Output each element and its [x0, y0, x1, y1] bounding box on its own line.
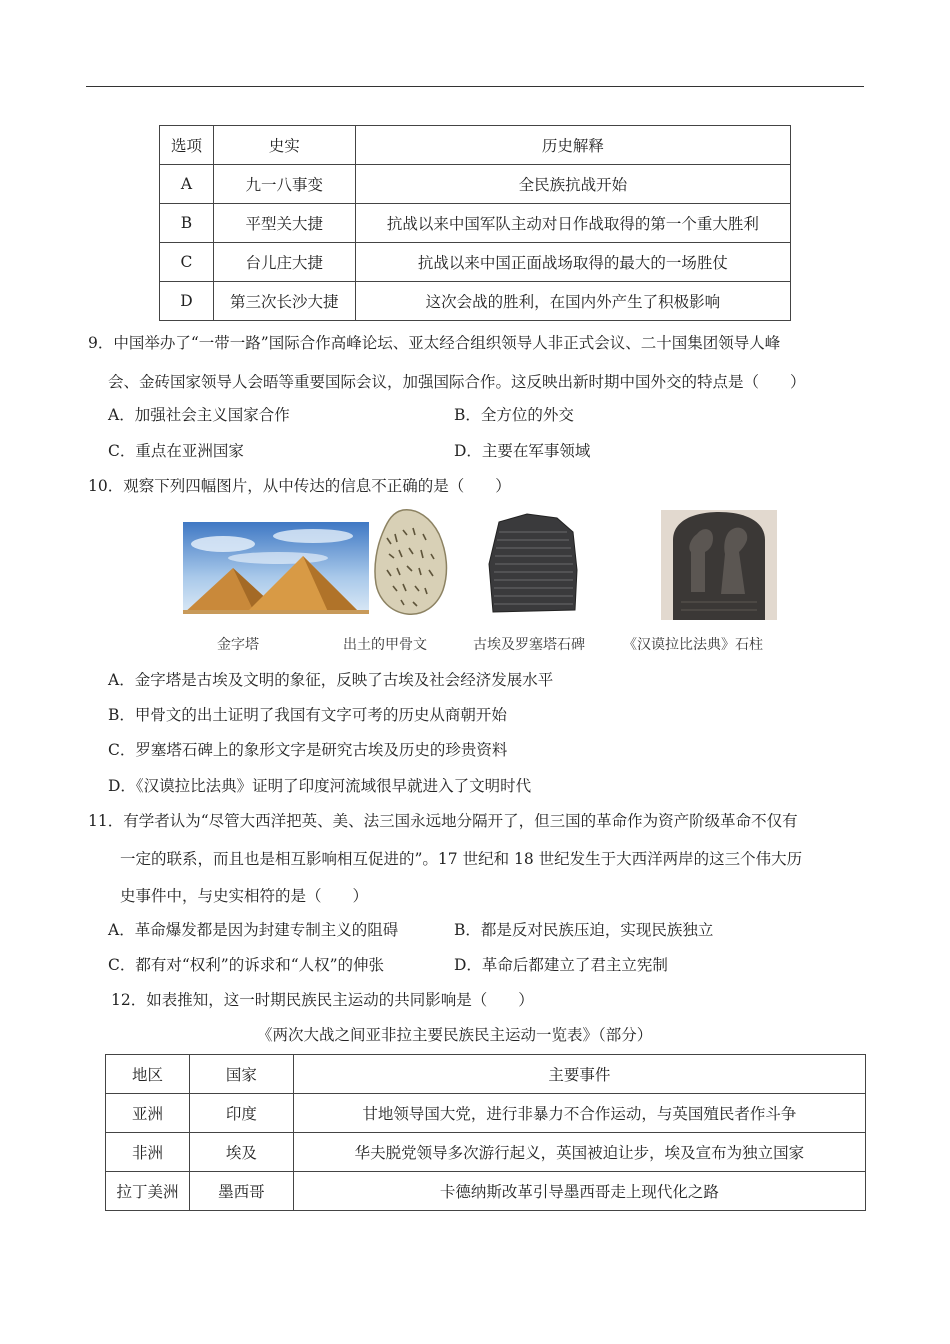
table-cell: 第三次长沙大捷: [213, 282, 355, 321]
q11-option-c: C．都有对“权利”的诉求和“人权”的伸张: [108, 956, 385, 974]
q10-stem: 10．观察下列四幅图片，从中传达的信息不正确的是（ ）: [88, 477, 511, 495]
caption-pyramid: 金字塔: [217, 637, 259, 653]
table-cell: 抗战以来中国军队主动对日作战取得的第一个重大胜利: [355, 204, 790, 243]
q9-stem-line2: 会、金砖国家领导人会晤等重要国际会议，加强国际合作。这反映出新时期中国外交的特点是（ ）: [108, 373, 806, 391]
table-header-cell: 主要事件: [293, 1055, 865, 1094]
table-cell: C: [160, 243, 214, 282]
table-cell: 拉丁美洲: [106, 1172, 190, 1211]
table-header-cell: 历史解释: [355, 126, 790, 165]
oracle-bone-image: [373, 508, 449, 618]
q9-option-c: C．重点在亚洲国家: [108, 442, 244, 460]
table-cell: 墨西哥: [189, 1172, 293, 1211]
q9-option-d: D．主要在军事领域: [454, 442, 591, 460]
table-cell: 亚洲: [106, 1094, 190, 1133]
table-cell: 华夫脱党领导多次游行起义，英国被迫让步，埃及宣布为独立国家: [293, 1133, 865, 1172]
q11-option-d: D．革命后都建立了君主立宪制: [454, 956, 668, 974]
q11-stem-line3: 史事件中，与史实相符的是（ ）: [120, 887, 369, 905]
table-cell: A: [160, 165, 214, 204]
caption-oracle-bone: 出土的甲骨文: [343, 637, 427, 653]
table-cell: 卡德纳斯改革引导墨西哥走上现代化之路: [293, 1172, 865, 1211]
pyramid-image: [183, 522, 369, 614]
table-cell: 台儿庄大捷: [213, 243, 355, 282]
table-cell: 埃及: [189, 1133, 293, 1172]
hammurabi-stele-image: [661, 510, 777, 620]
q10-option-b: B．甲骨文的出土证明了我国有文字可考的历史从商朝开始: [108, 706, 507, 724]
table-header-cell: 选项: [160, 126, 214, 165]
table-cell: 甘地领导国大党，进行非暴力不合作运动，与英国殖民者作斗争: [293, 1094, 865, 1133]
table-row: [106, 1094, 866, 1133]
q12-stem: 12．如表推知，这一时期民族民主运动的共同影响是（ ）: [111, 991, 534, 1009]
caption-hammurabi: 《汉谟拉比法典》石柱: [623, 637, 763, 653]
rosetta-stone-image: [487, 512, 579, 614]
q9-option-b: B．全方位的外交: [454, 406, 574, 424]
q9-option-a: A．加强社会主义国家合作: [108, 406, 290, 424]
table-row: [106, 1133, 866, 1172]
table-header-row: [160, 126, 791, 165]
table-cell: 抗战以来中国正面战场取得的最大的一场胜仗: [355, 243, 790, 282]
table-header-cell: 史实: [213, 126, 355, 165]
table-cell: B: [160, 204, 214, 243]
q10-option-c: C．罗塞塔石碑上的象形文字是研究古埃及历史的珍贵资料: [108, 741, 508, 759]
table-cell: 全民族抗战开始: [355, 165, 790, 204]
q10-option-d: D．《汉谟拉比法典》证明了印度河流域很早就进入了文明时代: [108, 777, 532, 795]
table-row: [160, 204, 791, 243]
caption-rosetta-stone: 古埃及罗塞塔石碑: [473, 637, 585, 653]
table-cell: 印度: [189, 1094, 293, 1133]
table-row: [160, 282, 791, 321]
q11-option-a: A．革命爆发都是因为封建专制主义的阻碍: [108, 921, 399, 939]
table-cell: 平型关大捷: [213, 204, 355, 243]
table-row: [106, 1172, 866, 1211]
q9-stem-line1: 9．中国举办了“一带一路”国际合作高峰论坛、亚太经合组织领导人非正式会议、二十国集团领导人峰: [88, 334, 781, 352]
header-rule: [86, 86, 864, 87]
q11-option-b: B．都是反对民族压迫，实现民族独立: [454, 921, 714, 939]
q12-table-title: 《两次大战之间亚非拉主要民族民主运动一览表》（部分）: [257, 1026, 653, 1044]
q11-stem-line2: 一定的联系，而且也是相互影响相互促进的”。17 世纪和 18 世纪发生于大西洋两岸的这三个伟大历: [120, 850, 803, 868]
table-cell: 九一八事变: [213, 165, 355, 204]
q10-option-a: A．金字塔是古埃及文明的象征，反映了古埃及社会经济发展水平: [108, 671, 554, 689]
q11-stem-line1: 11．有学者认为“尽管大西洋把英、美、法三国永远地分隔开了，但三国的革命作为资产阶级革命不仅有: [88, 812, 798, 830]
table-row: [160, 243, 791, 282]
table-cell: 这次会战的胜利，在国内外产生了积极影响: [355, 282, 790, 321]
table-header-cell: 国家: [189, 1055, 293, 1094]
table-header-cell: 地区: [106, 1055, 190, 1094]
table-cell: D: [160, 282, 214, 321]
history-options-table: [159, 125, 791, 321]
table-cell: 非洲: [106, 1133, 190, 1172]
table-header-row: [106, 1055, 866, 1094]
national-movements-table: [105, 1054, 866, 1211]
table-row: [160, 165, 791, 204]
